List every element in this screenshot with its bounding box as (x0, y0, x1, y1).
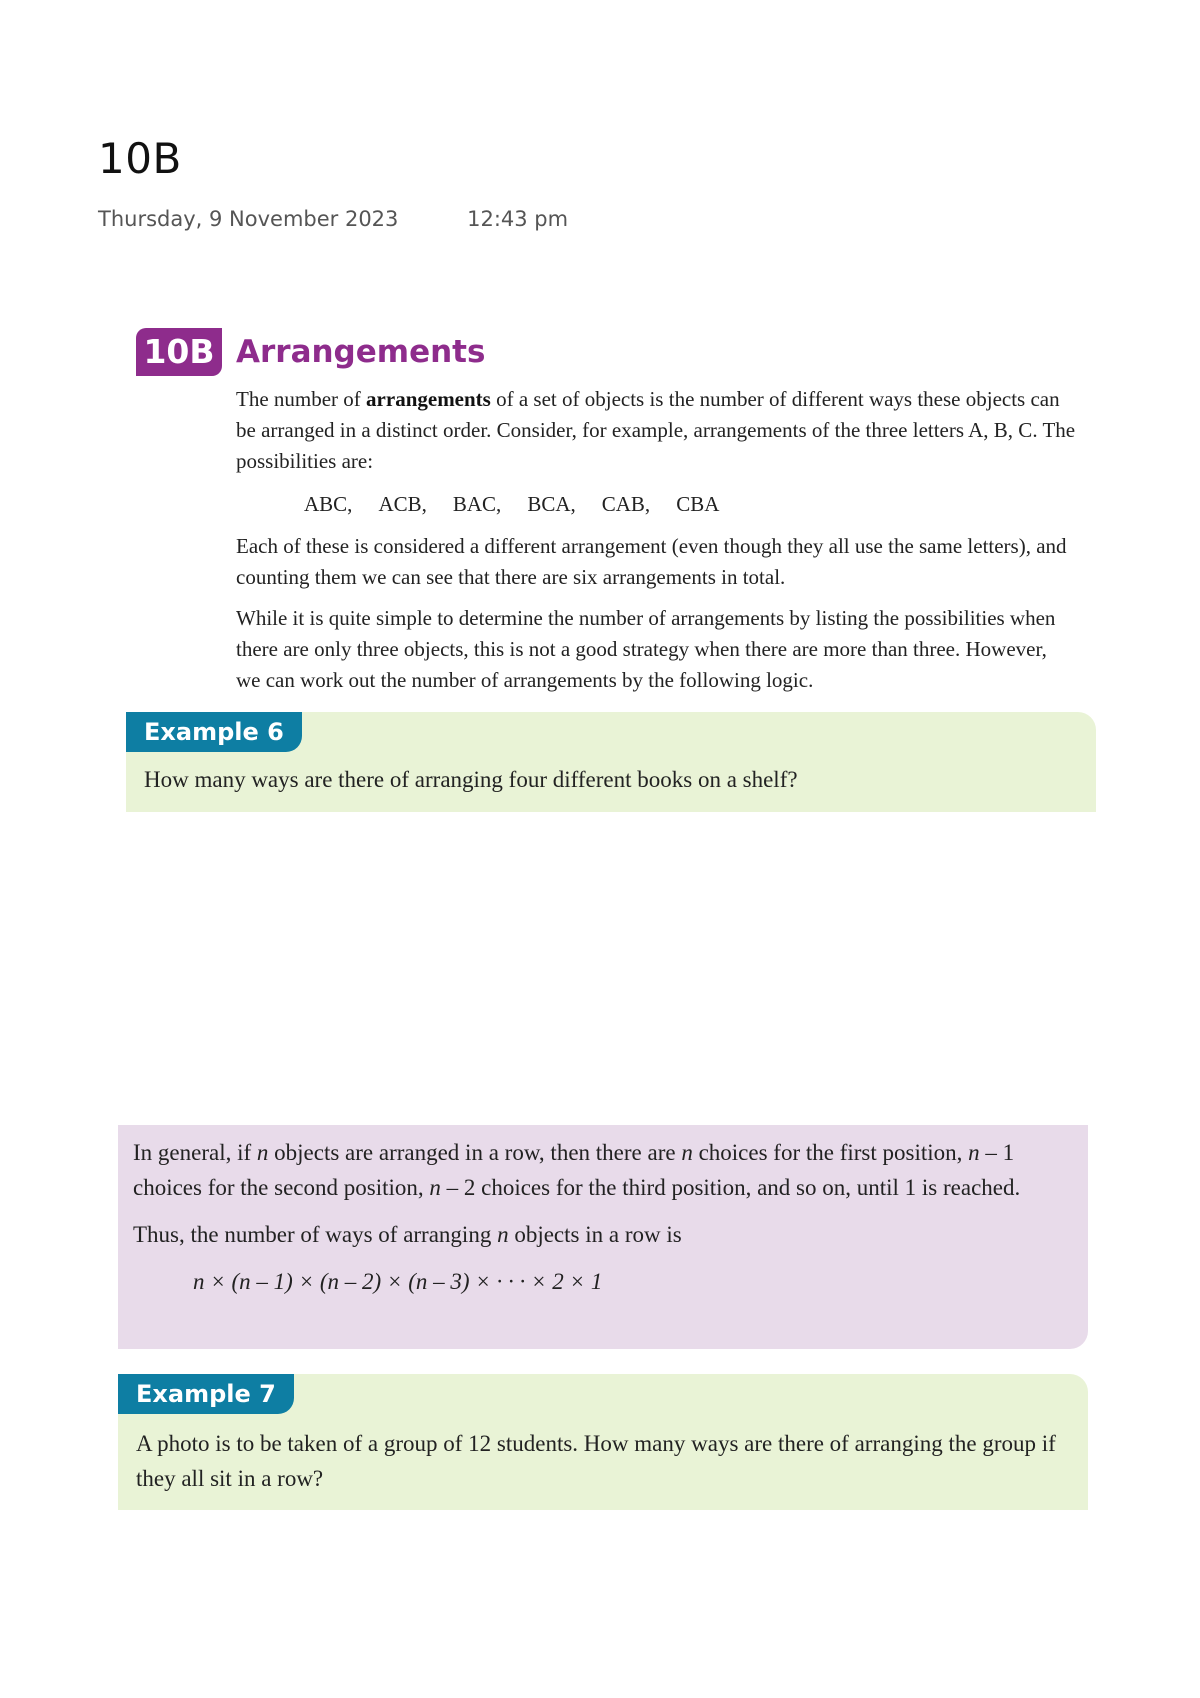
example-6-label: Example 6 (126, 712, 302, 752)
intro-paragraph-3: While it is quite simple to determine the number of arrangements by listing the possibilities when there are only three objects, this is not a good strategy when there are more than three. However, we can work out the number of arrangements by the following logic. (236, 606, 1056, 692)
rule-text: – 2 choices for the third position, and so on, until 1 is reached. (440, 1175, 1021, 1200)
rule-text: In general, if (133, 1140, 257, 1165)
var-n: n (968, 1140, 980, 1165)
permutation-list (304, 487, 1076, 521)
formula-text: n × (n – 1) × (n – 2) × (n – 3) × · · · × 2 × 1 (193, 1269, 603, 1294)
example-7-label: Example 7 (118, 1374, 294, 1414)
var-n: n (429, 1175, 441, 1200)
permutation-item: ABC, (304, 492, 353, 516)
note-date: Thursday, 9 November 2023 (98, 207, 399, 231)
rule-text: – 1 choices for the second position, (133, 1140, 1015, 1200)
general-rule-conclusion (133, 1217, 1073, 1252)
term-arrangements: arrangements (366, 387, 491, 411)
permutation-item: CAB, (601, 492, 651, 516)
var-n: n (681, 1140, 693, 1165)
example-6-box (126, 712, 1096, 812)
rule-text: objects in a row is (508, 1222, 682, 1247)
rule-text: Thus, the number of ways of arranging (133, 1222, 498, 1247)
intro-text-end: of a set of objects is the number of different ways these objects can be arranged in a distinct order. Consider, for example, arrangements of the three letters A, B, C. The possibilities are: (236, 387, 1076, 473)
permutation-item: CBA (676, 492, 720, 516)
permutation-item: ACB, (378, 492, 427, 516)
example-6-question: How many ways are there of arranging four different books on a shelf? (144, 767, 798, 792)
note-timestamp (98, 207, 568, 231)
note-time: 12:43 pm (467, 207, 569, 231)
section-title: Arrangements (236, 334, 486, 370)
intro-text-start: The number of (236, 387, 367, 411)
permutation-item: BCA, (527, 492, 576, 516)
example-7-question: A photo is to be taken of a group of 12 students. How many ways are there of arranging the group if they all sit in a row? (136, 1431, 1056, 1491)
intro-paragraph-1 (236, 384, 1076, 477)
example-7-box (118, 1374, 1088, 1510)
intro-paragraph-2: Each of these is considered a different arrangement (even though they all use the same letters), and counting them we can see that there are six arrangements in total. (236, 534, 1067, 589)
var-n: n (256, 1140, 269, 1165)
rule-text: choices for the first position, (692, 1140, 969, 1165)
var-n: n (497, 1222, 509, 1247)
section-intro (236, 384, 1076, 706)
rule-text: objects are arranged in a row, then there are (268, 1140, 682, 1165)
section-badge: 10B (136, 328, 222, 376)
general-rule-box (118, 1125, 1088, 1349)
note-title: 10B (98, 134, 182, 183)
general-rule-paragraph (133, 1135, 1073, 1205)
factorial-formula (193, 1264, 1073, 1300)
permutation-item: BAC, (452, 492, 502, 516)
